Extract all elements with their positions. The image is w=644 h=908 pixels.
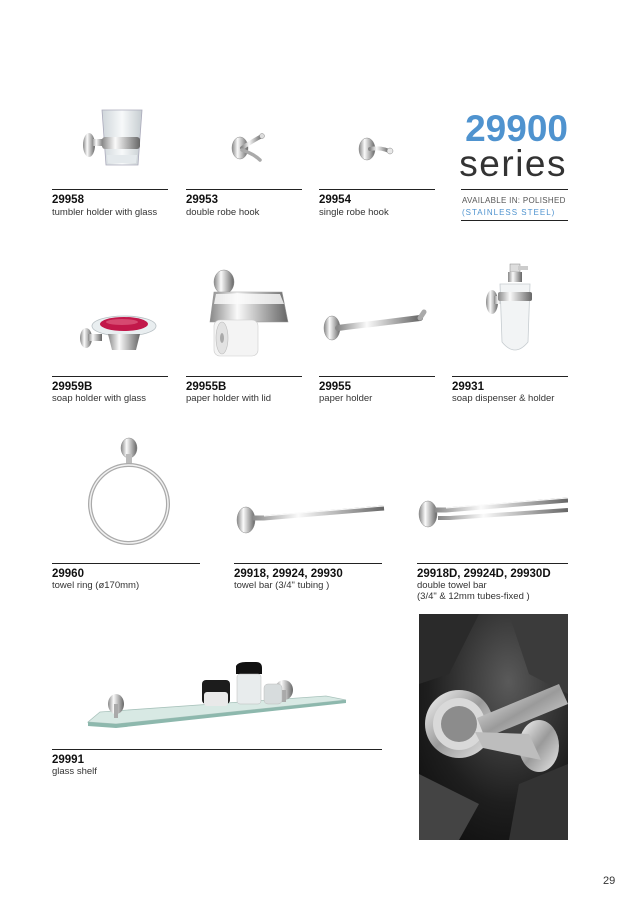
divider	[452, 376, 568, 377]
product-description: towel bar (3/4" tubing )	[234, 580, 330, 591]
soap-dispenser-image	[484, 262, 544, 360]
series-divider-top	[461, 189, 568, 190]
product-description: tumbler holder with glass	[52, 207, 158, 218]
product-description: single robe hook	[319, 207, 389, 218]
divider	[52, 749, 382, 750]
product-description: towel ring (ø170mm)	[52, 580, 140, 591]
product-code: 29955	[319, 381, 351, 393]
availability-text: AVAILABLE IN: POLISHED	[462, 196, 566, 205]
product-description: paper holder	[319, 393, 373, 404]
product-description: soap dispenser & holder	[452, 393, 555, 404]
double-towel-bar-image	[416, 490, 568, 536]
divider	[186, 376, 302, 377]
divider	[417, 563, 568, 564]
product-code: 29959B	[52, 381, 93, 393]
product-code: 29931	[452, 381, 484, 393]
double-robe-hook-image	[228, 130, 268, 166]
divider	[234, 563, 382, 564]
product-description-detail: (3/4" & 12mm tubes-fixed )	[417, 591, 530, 602]
divider	[52, 189, 168, 190]
divider	[319, 376, 435, 377]
product-description: soap holder with glass	[52, 393, 146, 404]
divider	[186, 189, 302, 190]
robe-hook-closeup-photo	[419, 614, 568, 840]
product-code: 29918D, 29924D, 29930D	[417, 568, 551, 580]
product-description: double robe hook	[186, 207, 260, 218]
divider	[319, 189, 435, 190]
product-code: 29954	[319, 194, 351, 206]
divider	[52, 563, 200, 564]
glass-shelf-image	[86, 660, 348, 732]
product-code: 29958	[52, 194, 84, 206]
tumbler-holder-image	[80, 105, 150, 175]
product-code: 29918, 29924, 29930	[234, 568, 343, 580]
product-code: 29991	[52, 754, 84, 766]
towel-bar-image	[234, 496, 386, 538]
product-code: 29955B	[186, 381, 227, 393]
paper-holder-lid-image	[204, 264, 290, 358]
paper-holder-image	[322, 308, 434, 346]
series-number: 29900	[465, 108, 568, 149]
towel-ring-image	[86, 436, 172, 552]
page-number: 29	[603, 875, 616, 887]
soap-holder-image	[78, 310, 158, 356]
product-description: double towel bar	[417, 580, 487, 591]
single-robe-hook-image	[355, 133, 395, 165]
divider	[52, 376, 168, 377]
series-title: series	[459, 143, 567, 184]
finish-text: (STAINLESS STEEL)	[462, 208, 556, 217]
series-divider-bottom	[461, 220, 568, 221]
product-code: 29953	[186, 194, 218, 206]
product-code: 29960	[52, 568, 84, 580]
product-description: glass shelf	[52, 766, 97, 777]
product-description: paper holder with lid	[186, 393, 272, 404]
